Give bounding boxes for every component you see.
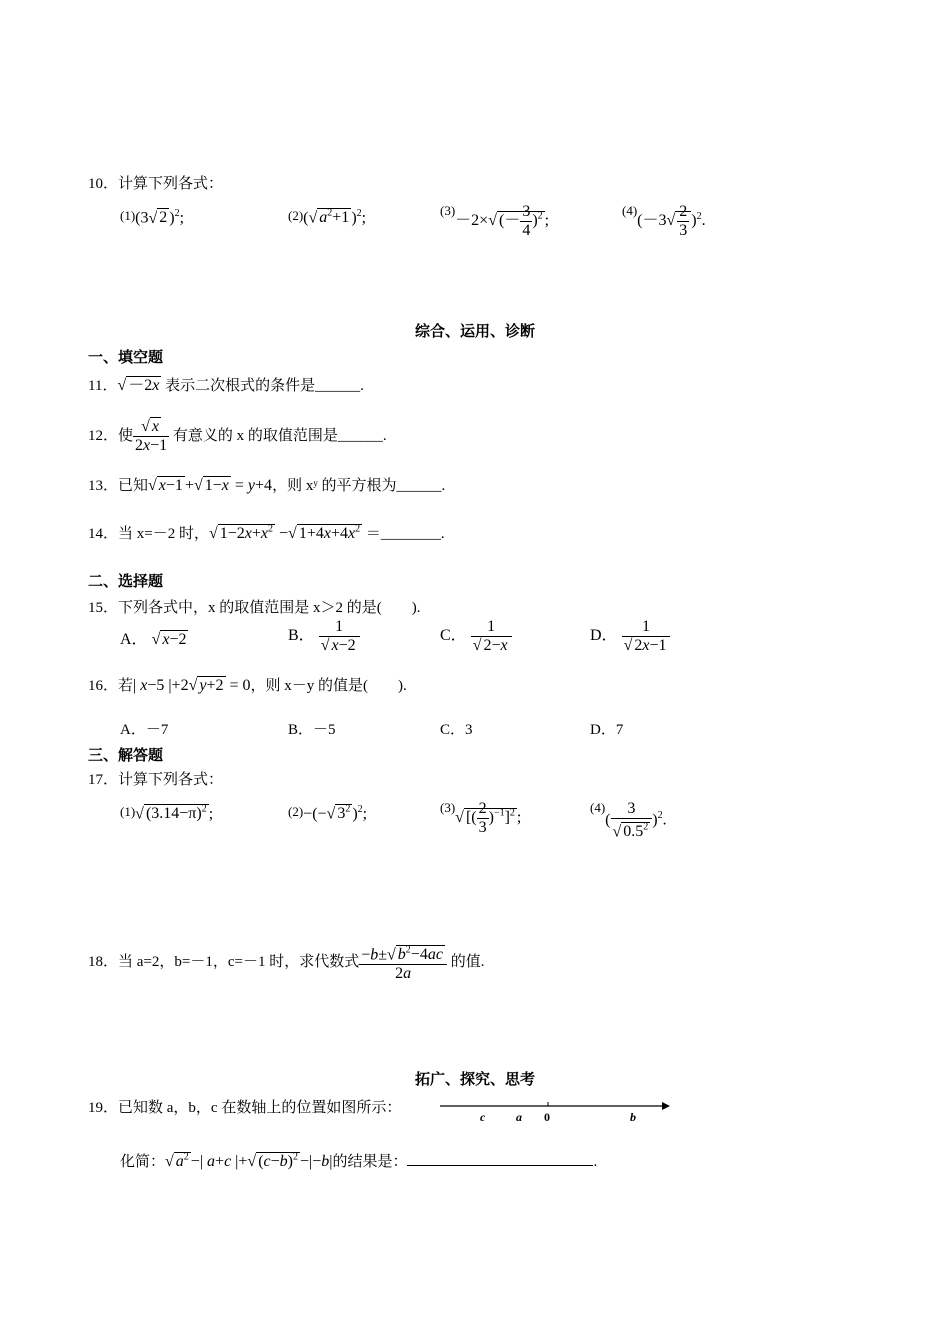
numline-label-zero: 0 bbox=[544, 1110, 550, 1124]
q17-part4: $^{(4)}$( $\frac{3}{√ 0.5^2}$ )$^2$. bbox=[590, 800, 667, 841]
q17-part3: $^{(3)}$√ [( $\frac{2}{3}$ )$^{-1}$]$^2$ ; bbox=[440, 800, 522, 836]
q15-option-c: C． $\frac{1}{√ 2-x}$ bbox=[440, 618, 512, 655]
q15-option-d: D． $\frac{1}{√ 2x-1}$ bbox=[590, 618, 670, 655]
q10-part4: $^{(4)}$(－3√ $\frac{2}{3}$ )$^2$. bbox=[622, 203, 706, 239]
q18: 18．当 a=2，b=－1，c=－1 时，求代数式 $\frac{-b\pm√ b^2-4ac}{2a}$ 的值. bbox=[88, 942, 484, 983]
numline-label-a: a bbox=[516, 1110, 522, 1124]
q16-option-d: D．7 bbox=[590, 722, 624, 738]
numline-label-c: c bbox=[480, 1110, 486, 1124]
q16: 16．若| x−5 |+2√ y+2 = 0，则 x－y 的值是( ). bbox=[88, 677, 407, 694]
q10-part2: $^{(2)}$(√ $a^2+1$ )$^2$; bbox=[288, 208, 367, 227]
solve-header: 三、解答题 bbox=[88, 748, 164, 764]
choice-header: 二、选择题 bbox=[88, 574, 164, 590]
q16-option-b: B．－5 bbox=[288, 722, 336, 738]
answer-blank[interactable] bbox=[407, 1165, 593, 1166]
q16-option-c: C．3 bbox=[440, 722, 473, 738]
q11: 11．√ －2x 表示二次根式的条件是______. bbox=[88, 377, 364, 394]
q17-label: 17．计算下列各式： bbox=[88, 772, 224, 788]
q17-part1: $^{(1)}$√ $(3.14-\pi)^2$ ; bbox=[120, 804, 214, 823]
q19-label: 19．已知数 a，b，c 在数轴上的位置如图所示： bbox=[88, 1100, 402, 1116]
q15: 15．下列各式中，x 的取值范围是 x＞2 的是( ). bbox=[88, 600, 421, 616]
section-extend-title: 拓广、探究、思考 bbox=[414, 1072, 535, 1088]
q15-option-b: B． $\frac{1}{√ x-2}$ bbox=[288, 618, 360, 655]
numline-label-b: b bbox=[630, 1110, 636, 1124]
q19-simplify: 化简：√ $a^2$ −| a+c |+√ $(c-b)^2 -|-b|$的结果是： . bbox=[120, 1151, 598, 1170]
q10-part1: $^{(1)}$(3√ 2 )$^2$; bbox=[120, 208, 185, 227]
q16-option-a: A．－7 bbox=[120, 722, 169, 738]
q12: 12．使 $\frac{√ x}{2x-1}$ 有意义的 x 的取值范围是______. bbox=[88, 418, 387, 454]
number-line-arrow bbox=[662, 1102, 670, 1110]
q10-part3: $^{(3)}$－2×√ (－ $\frac{3}{4}$ )$^2$ ; bbox=[440, 203, 550, 239]
q17-part2: $^{(2)}$−(−√ $3^2$ )$^2$; bbox=[288, 804, 368, 823]
number-line bbox=[438, 1096, 678, 1126]
section-synth-title: 综合、运用、诊断 bbox=[414, 324, 535, 340]
q10-label: 10．计算下列各式： bbox=[88, 176, 224, 192]
fill-header: 一、填空题 bbox=[88, 350, 164, 366]
q14: 14．当 x=－2 时，√ $1-2x+x^2$ −√ $1+4x+4x^2$ ＝________. bbox=[88, 523, 445, 542]
q13: 13．已知√ x−1 +√ 1−x = y+4，则 xʸ 的平方根为______. bbox=[88, 477, 446, 494]
q15-option-a: A． √ x−2 bbox=[120, 631, 187, 648]
